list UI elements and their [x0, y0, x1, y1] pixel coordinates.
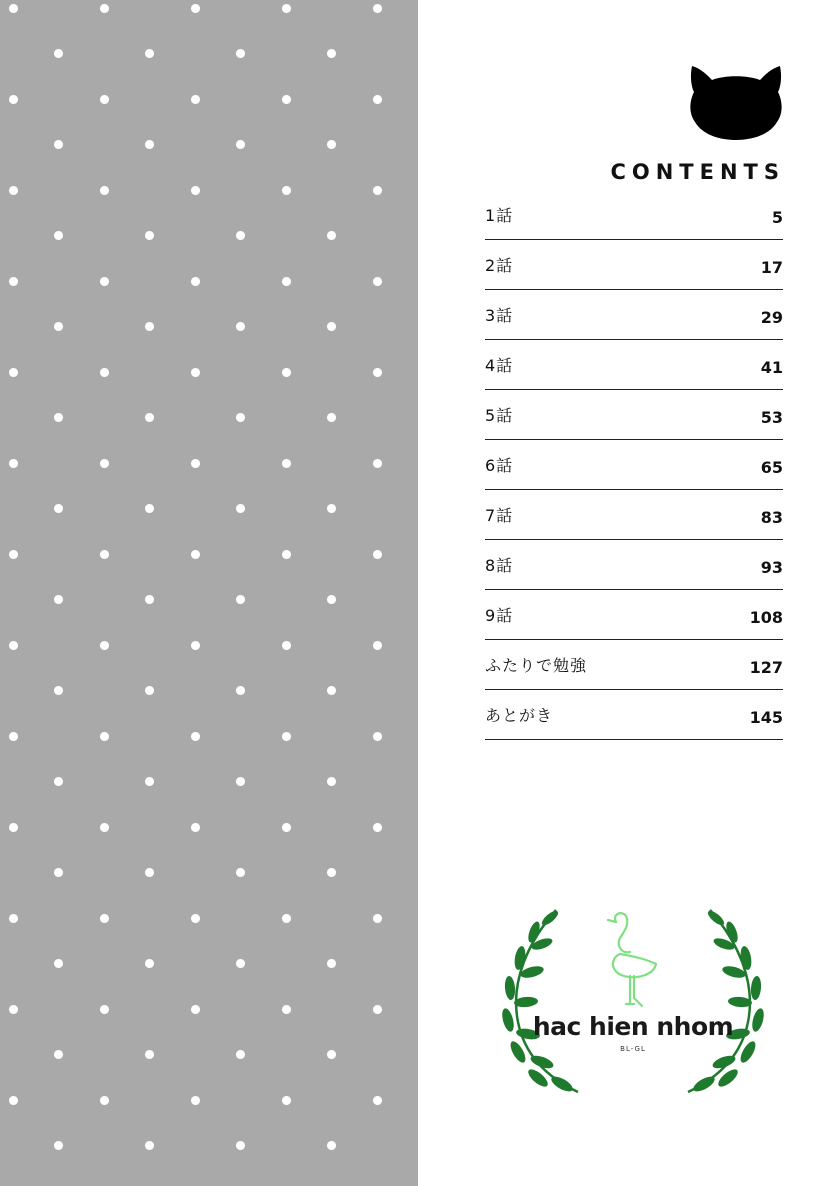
- toc-entry-page: 53: [760, 408, 783, 427]
- toc-entry[interactable]: [485, 240, 783, 290]
- toc-entry[interactable]: [485, 540, 783, 590]
- toc-entry[interactable]: [485, 440, 783, 490]
- toc-entry[interactable]: [485, 340, 783, 390]
- logo-name: hac hien nhom: [532, 1012, 734, 1041]
- toc-entry[interactable]: [485, 640, 783, 690]
- toc-entry-page: 65: [760, 458, 783, 477]
- cat-head-silhouette-icon: [686, 62, 786, 142]
- toc-entry-page: 41: [760, 358, 783, 377]
- laurel-wreath-icon: [498, 902, 768, 1098]
- toc-entry[interactable]: [485, 490, 783, 540]
- toc-entry-title: 6話: [485, 456, 514, 475]
- toc-entry-page: 29: [760, 308, 783, 327]
- group-logo: [498, 902, 768, 1098]
- flamingo-icon: [608, 913, 656, 1006]
- toc-entry-page: 93: [760, 558, 783, 577]
- toc-entry-title: ふたりで勉強: [485, 656, 588, 675]
- toc-entry[interactable]: [485, 390, 783, 440]
- toc-entry-page: 83: [760, 508, 783, 527]
- polka-dot-panel: [0, 0, 418, 1186]
- toc-entry-title: 2話: [485, 256, 514, 275]
- toc-entry-title: 7話: [485, 506, 514, 525]
- table-of-contents: [485, 190, 783, 740]
- toc-entry-title: 3話: [485, 306, 514, 325]
- toc-entry-page: 145: [749, 708, 783, 727]
- toc-entry-title: 9話: [485, 606, 514, 625]
- contents-heading: CONTENTS: [610, 160, 785, 184]
- toc-entry[interactable]: [485, 190, 783, 240]
- toc-entry-page: 108: [749, 608, 783, 627]
- toc-entry-page: 5: [771, 208, 783, 227]
- toc-entry-title: 4話: [485, 356, 514, 375]
- logo-subtitle: BL-GL: [620, 1045, 646, 1053]
- toc-entry-page: 127: [749, 658, 783, 677]
- toc-entry-page: 17: [760, 258, 783, 277]
- toc-entry[interactable]: [485, 590, 783, 640]
- toc-entry-title: 5話: [485, 406, 514, 425]
- toc-entry[interactable]: [485, 690, 783, 740]
- toc-entry[interactable]: [485, 290, 783, 340]
- toc-entry-title: 1話: [485, 206, 514, 225]
- toc-entry-title: 8話: [485, 556, 514, 575]
- toc-entry-title: あとがき: [485, 706, 554, 725]
